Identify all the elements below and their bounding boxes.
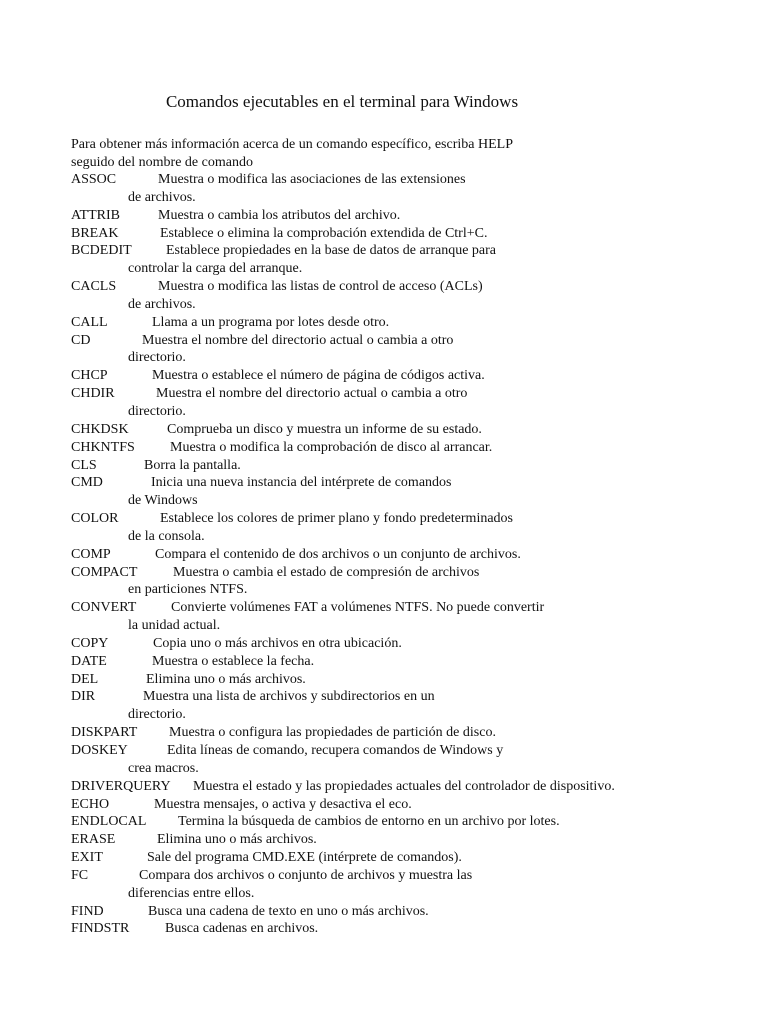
command-description-continued: de Windows bbox=[128, 493, 198, 509]
command-name: BREAK bbox=[71, 225, 119, 241]
command-name: CD bbox=[71, 332, 91, 348]
command-description: Compara dos archivos o conjunto de archivos y muestra las bbox=[139, 867, 473, 883]
command-name: CHCP bbox=[71, 368, 108, 384]
command-list bbox=[71, 171, 711, 938]
command-line bbox=[71, 813, 711, 831]
command-description: Establece o elimina la comprobación extendida de Ctrl+C. bbox=[160, 225, 488, 241]
command-name: ASSOC bbox=[71, 172, 117, 187]
command-entry bbox=[71, 742, 711, 778]
command-line bbox=[71, 635, 711, 653]
command-line bbox=[71, 671, 711, 689]
command-description-continued: directorio. bbox=[128, 350, 186, 366]
command-line bbox=[71, 831, 711, 849]
command-line bbox=[71, 278, 711, 296]
command-entry bbox=[71, 314, 711, 332]
command-name: DATE bbox=[71, 653, 107, 669]
command-line bbox=[71, 688, 711, 706]
command-description-continued: de la consola. bbox=[128, 528, 205, 544]
command-name: CHKDSK bbox=[71, 421, 129, 437]
command-entry bbox=[71, 225, 711, 243]
command-entry bbox=[71, 332, 711, 368]
command-continuation-line bbox=[71, 706, 711, 724]
command-line bbox=[71, 225, 711, 243]
command-description: Sale del programa CMD.EXE (intérprete de comandos). bbox=[147, 850, 462, 866]
command-name: CLS bbox=[71, 457, 97, 473]
command-entry bbox=[71, 421, 711, 439]
command-continuation-line bbox=[71, 403, 711, 421]
command-line bbox=[71, 564, 711, 582]
command-entry bbox=[71, 724, 711, 742]
command-name: CMD bbox=[71, 475, 103, 491]
command-entry bbox=[71, 920, 711, 938]
command-description: Establece los colores de primer plano y fondo predeterminados bbox=[160, 511, 513, 527]
command-description: Llama a un programa por lotes desde otro. bbox=[152, 314, 390, 330]
command-continuation-line bbox=[71, 581, 711, 599]
command-description: Muestra el nombre del directorio actual o cambia a otro bbox=[156, 386, 468, 402]
command-continuation-line bbox=[71, 885, 711, 903]
command-name: CALL bbox=[71, 314, 108, 330]
command-description: Muestra el nombre del directorio actual o cambia a otro bbox=[142, 332, 454, 348]
command-line bbox=[71, 796, 711, 814]
command-name: COPY bbox=[71, 635, 109, 651]
command-name: CHKNTFS bbox=[71, 439, 135, 455]
command-line bbox=[71, 867, 711, 885]
command-continuation-line bbox=[71, 760, 711, 778]
command-line bbox=[71, 474, 711, 492]
command-description: Compara el contenido de dos archivos o un conjunto de archivos. bbox=[155, 546, 521, 562]
command-entry bbox=[71, 439, 711, 457]
command-entry bbox=[71, 510, 711, 546]
command-description: Termina la búsqueda de cambios de entorno en un archivo por lotes. bbox=[178, 814, 560, 830]
command-description: Edita líneas de comando, recupera comandos de Windows y bbox=[167, 743, 504, 758]
command-line bbox=[71, 367, 711, 385]
command-entry bbox=[71, 457, 711, 475]
command-name: COLOR bbox=[71, 511, 119, 527]
command-entry bbox=[71, 564, 711, 600]
command-name: DRIVERQUERY bbox=[71, 778, 171, 794]
command-line bbox=[71, 653, 711, 671]
command-line bbox=[71, 242, 711, 260]
command-name: CACLS bbox=[71, 279, 117, 295]
command-description-continued: directorio. bbox=[128, 403, 186, 419]
command-name: COMPACT bbox=[71, 564, 138, 580]
command-description-continued: la unidad actual. bbox=[128, 618, 221, 634]
command-name: ENDLOCAL bbox=[71, 814, 147, 830]
command-name: COMP bbox=[71, 546, 111, 562]
command-name: DOSKEY bbox=[71, 743, 128, 758]
command-entry bbox=[71, 171, 711, 207]
command-description-continued: en particiones NTFS. bbox=[128, 582, 248, 598]
command-name: ATTRIB bbox=[71, 207, 120, 223]
command-entry bbox=[71, 474, 711, 510]
command-line bbox=[71, 546, 711, 564]
command-entry bbox=[71, 599, 711, 635]
command-description: Muestra o modifica las listas de control de acceso (ACLs) bbox=[158, 279, 483, 295]
command-description-continued: crea macros. bbox=[128, 760, 199, 776]
command-continuation-line bbox=[71, 189, 711, 207]
command-entry bbox=[71, 849, 711, 867]
command-description: Inicia una nueva instancia del intérprete de comandos bbox=[151, 475, 452, 491]
command-entry bbox=[71, 867, 711, 903]
command-description: Comprueba un disco y muestra un informe de su estado. bbox=[167, 421, 482, 437]
command-entry bbox=[71, 688, 711, 724]
intro-line: Para obtener más información acerca de un comando específico, escriba HELP bbox=[71, 137, 513, 152]
command-entry bbox=[71, 367, 711, 385]
command-line bbox=[71, 421, 711, 439]
command-name: ECHO bbox=[71, 796, 110, 812]
command-description: Muestra o configura las propiedades de partición de disco. bbox=[169, 725, 496, 741]
command-entry bbox=[71, 813, 711, 831]
intro-paragraph bbox=[71, 136, 691, 172]
command-description: Muestra o modifica la comprobación de disco al arrancar. bbox=[170, 439, 493, 455]
command-entry bbox=[71, 546, 711, 564]
command-description: Elimina uno o más archivos. bbox=[157, 832, 317, 848]
command-line bbox=[71, 457, 711, 475]
command-continuation-line bbox=[71, 260, 711, 278]
command-description: Convierte volúmenes FAT a volúmenes NTFS. No puede convertir bbox=[171, 600, 545, 616]
command-description: Copia uno o más archivos en otra ubicación. bbox=[153, 635, 402, 651]
command-line bbox=[71, 742, 711, 760]
command-description: Muestra el estado y las propiedades actuales del controlador de dispositivo. bbox=[193, 778, 615, 794]
command-continuation-line bbox=[71, 296, 711, 314]
command-description: Muestra o cambia el estado de compresión de archivos bbox=[173, 564, 480, 580]
command-entry bbox=[71, 635, 711, 653]
command-description: Muestra una lista de archivos y subdirectorios en un bbox=[143, 689, 435, 705]
command-line bbox=[71, 920, 711, 938]
command-description: Muestra o modifica las asociaciones de las extensiones bbox=[158, 172, 466, 187]
command-description: Busca una cadena de texto en uno o más archivos. bbox=[148, 903, 429, 919]
command-description-continued: directorio. bbox=[128, 707, 186, 723]
command-line bbox=[71, 724, 711, 742]
command-continuation-line bbox=[71, 617, 711, 635]
command-entry bbox=[71, 796, 711, 814]
command-name: DIR bbox=[71, 689, 96, 705]
command-name: DISKPART bbox=[71, 725, 138, 741]
command-entry bbox=[71, 653, 711, 671]
command-line bbox=[71, 385, 711, 403]
command-continuation-line bbox=[71, 528, 711, 546]
command-entry bbox=[71, 278, 711, 314]
command-description: Borra la pantalla. bbox=[144, 457, 241, 473]
command-description: Busca cadenas en archivos. bbox=[165, 921, 319, 937]
intro-line: seguido del nombre de comando bbox=[71, 155, 253, 170]
command-line bbox=[71, 599, 711, 617]
command-description: Muestra o establece la fecha. bbox=[152, 653, 315, 669]
command-continuation-line bbox=[71, 492, 711, 510]
command-description: Muestra o establece el número de página de códigos activa. bbox=[152, 368, 485, 384]
command-line bbox=[71, 903, 711, 921]
command-entry bbox=[71, 903, 711, 921]
command-name: BCDEDIT bbox=[71, 243, 132, 259]
command-description: Elimina uno o más archivos. bbox=[146, 671, 306, 687]
command-description-continued: controlar la carga del arranque. bbox=[128, 261, 303, 277]
page-title: Comandos ejecutables en el terminal para Windows bbox=[165, 92, 519, 111]
command-name: FIND bbox=[71, 903, 104, 919]
command-name: CHDIR bbox=[71, 386, 115, 402]
command-line bbox=[71, 314, 711, 332]
command-entry bbox=[71, 385, 711, 421]
command-line bbox=[71, 332, 711, 350]
command-description-continued: diferencias entre ellos. bbox=[128, 885, 255, 901]
command-entry bbox=[71, 207, 711, 225]
command-name: FC bbox=[71, 867, 89, 883]
command-line bbox=[71, 439, 711, 457]
command-line bbox=[71, 849, 711, 867]
command-description-continued: de archivos. bbox=[128, 189, 196, 205]
command-description: Establece propiedades en la base de datos de arranque para bbox=[166, 243, 497, 259]
command-entry bbox=[71, 671, 711, 689]
command-name: FINDSTR bbox=[71, 921, 130, 937]
command-line bbox=[71, 778, 711, 796]
command-name: CONVERT bbox=[71, 600, 137, 616]
command-continuation-line bbox=[71, 349, 711, 367]
command-description: Muestra mensajes, o activa y desactiva el eco. bbox=[154, 796, 412, 812]
command-entry bbox=[71, 831, 711, 849]
command-line bbox=[71, 510, 711, 528]
command-name: DEL bbox=[71, 671, 99, 687]
command-line bbox=[71, 207, 711, 225]
command-name: ERASE bbox=[71, 832, 116, 848]
command-description: Muestra o cambia los atributos del archivo. bbox=[158, 207, 401, 223]
command-entry bbox=[71, 242, 711, 278]
command-line bbox=[71, 171, 711, 189]
command-description-continued: de archivos. bbox=[128, 296, 196, 312]
command-name: EXIT bbox=[71, 850, 103, 866]
command-entry bbox=[71, 778, 711, 796]
